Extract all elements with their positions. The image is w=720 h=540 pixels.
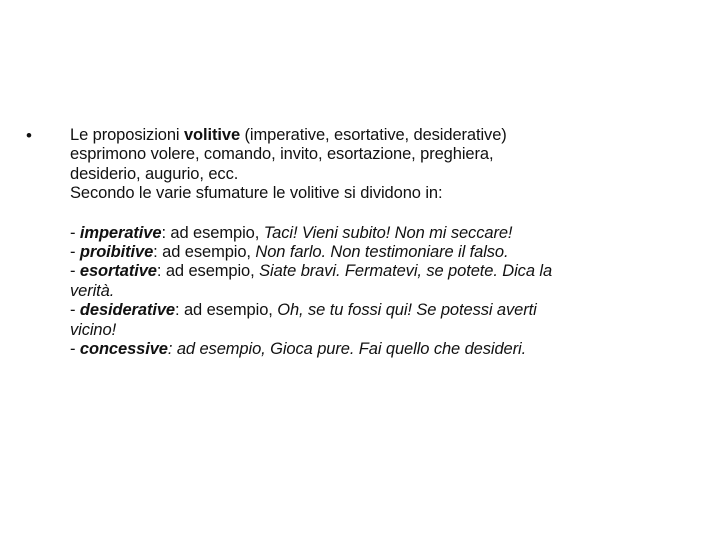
example-proibitive: Non farlo. Non testimoniare il falso. <box>255 243 509 262</box>
item-imperative: - imperative: ad esempio, Taci! Vieni subito! Non mi seccare! <box>70 223 513 242</box>
term-imperative: imperative <box>79 223 162 242</box>
intro-line-2: esprimono volere, comando, invito, esortazione, preghiera, <box>70 145 494 164</box>
intro-line-1: Le proposizioni volitive (imperative, esortative, desiderative) <box>70 126 507 144</box>
intro-line-4: Secondo le varie sfumature le volitive si dividono in: <box>70 184 443 203</box>
item-concessive: - concessive: ad esempio, Gioca pure. Fai quello che desideri. <box>70 340 527 359</box>
item-esortative-cont <box>70 282 670 301</box>
term-desiderative: desiderative <box>79 301 175 320</box>
volitive-term: volitive <box>183 126 241 144</box>
paragraph-gap <box>70 204 670 224</box>
bullet-dot-icon: • <box>26 126 32 145</box>
example-esortative-1: Siate bravi. Fermatevi, se potete. Dica la <box>259 262 553 281</box>
example-desiderative-1: Oh, se tu fossi qui! Se potessi averti <box>277 301 537 320</box>
term-esortative: esortative <box>79 262 157 281</box>
item-proibitive: - proibitive: ad esempio, Non farlo. Non testimoniare il falso. <box>70 243 509 262</box>
example-imperative: Taci! Vieni subito! Non mi seccare! <box>263 223 513 242</box>
example-desiderative-2: vicino! <box>70 320 117 339</box>
slide-text-body <box>70 126 670 359</box>
example-esortative-2: verità. <box>70 281 115 300</box>
item-desiderative-cont <box>70 321 670 340</box>
intro-line-3: desiderio, augurio, ecc. <box>70 164 239 183</box>
term-concessive: concessive <box>79 340 168 359</box>
item-esortative: - esortative: ad esempio, Siate bravi. Fermatevi, se potete. Dica la <box>70 262 553 281</box>
term-proibitive: proibitive <box>79 243 154 262</box>
item-desiderative: - desiderative: ad esempio, Oh, se tu fossi qui! Se potessi averti <box>70 301 537 320</box>
example-concessive: : ad esempio, Gioca pure. Fai quello che desideri. <box>167 340 527 359</box>
